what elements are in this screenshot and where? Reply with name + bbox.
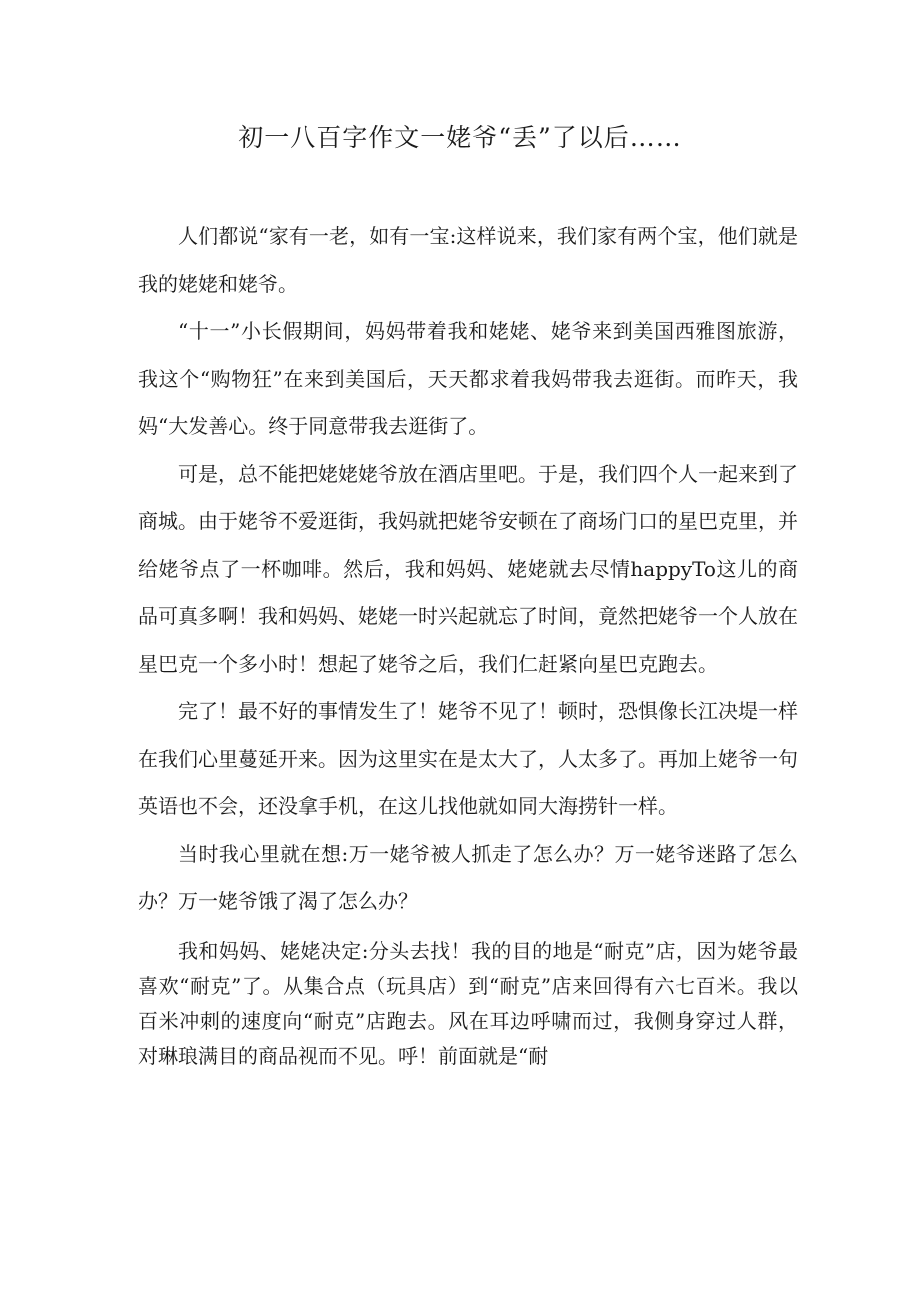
paragraph-4: 完了！最不好的事情发生了！姥爷不见了！顿时，恐惧像长江决堤一样在我们心里蔓延开来。因为这里实在是太大了，人太多了。再加上姥爷一句英语也不会，还没拿手机，在这儿找他就如同大海捞针一样。 [138,699,798,818]
paragraph-2: “十一”小长假期间，妈妈带着我和姥姥、姥爷来到美国西雅图旅游，我这个“购物狂”在来到美国后，天天都求着我妈带我去逛街。而昨天，我妈“大发善心。终于同意带我去逛街了。 [138,319,798,438]
paragraph-1: 人们都说“家有一老，如有一宝:这样说来，我们家有两个宝，他们就是我的姥姥和姥爷。 [138,224,798,296]
paragraph-3: 可是，总不能把姥姥姥爷放在酒店里吧。于是，我们四个人一起来到了商城。由于姥爷不爱逛街，我妈就把姥爷安顿在了商场门口的星巴克里，并给姥爷点了一杯咖啡。然后，我和妈妈、姥姥就去尽情happyTo这儿的商品可真多啊！我和妈妈、姥姥一时兴起就忘了时间，竟然把姥爷一个人放在星巴克一个多小时！想起了姥爷之后，我们仁赶紧向星巴克跑去。 [138,461,798,676]
document-body [138,213,798,1074]
document-title: 初一八百字作文一姥爷“丢”了以后…… [238,123,682,152]
paragraph-6: 我和妈妈、姥姥决定:分头去找！我的目的地是“耐克”店，因为姥爷最喜欢“耐克”了。从集合点（玩具店）到“耐克”店来回得有六七百米。我以百米冲刺的速度向“耐克”店跑去。风在耳边呼啸而过，我侧身穿过人群，对琳琅满目的商品视而不见。呼！前面就是“耐 [138,938,798,1068]
paragraph-5: 当时我心里就在想:万一姥爷被人抓走了怎么办？万一姥爷迷路了怎么办？万一姥爷饿了渴了怎么办？ [138,841,798,913]
